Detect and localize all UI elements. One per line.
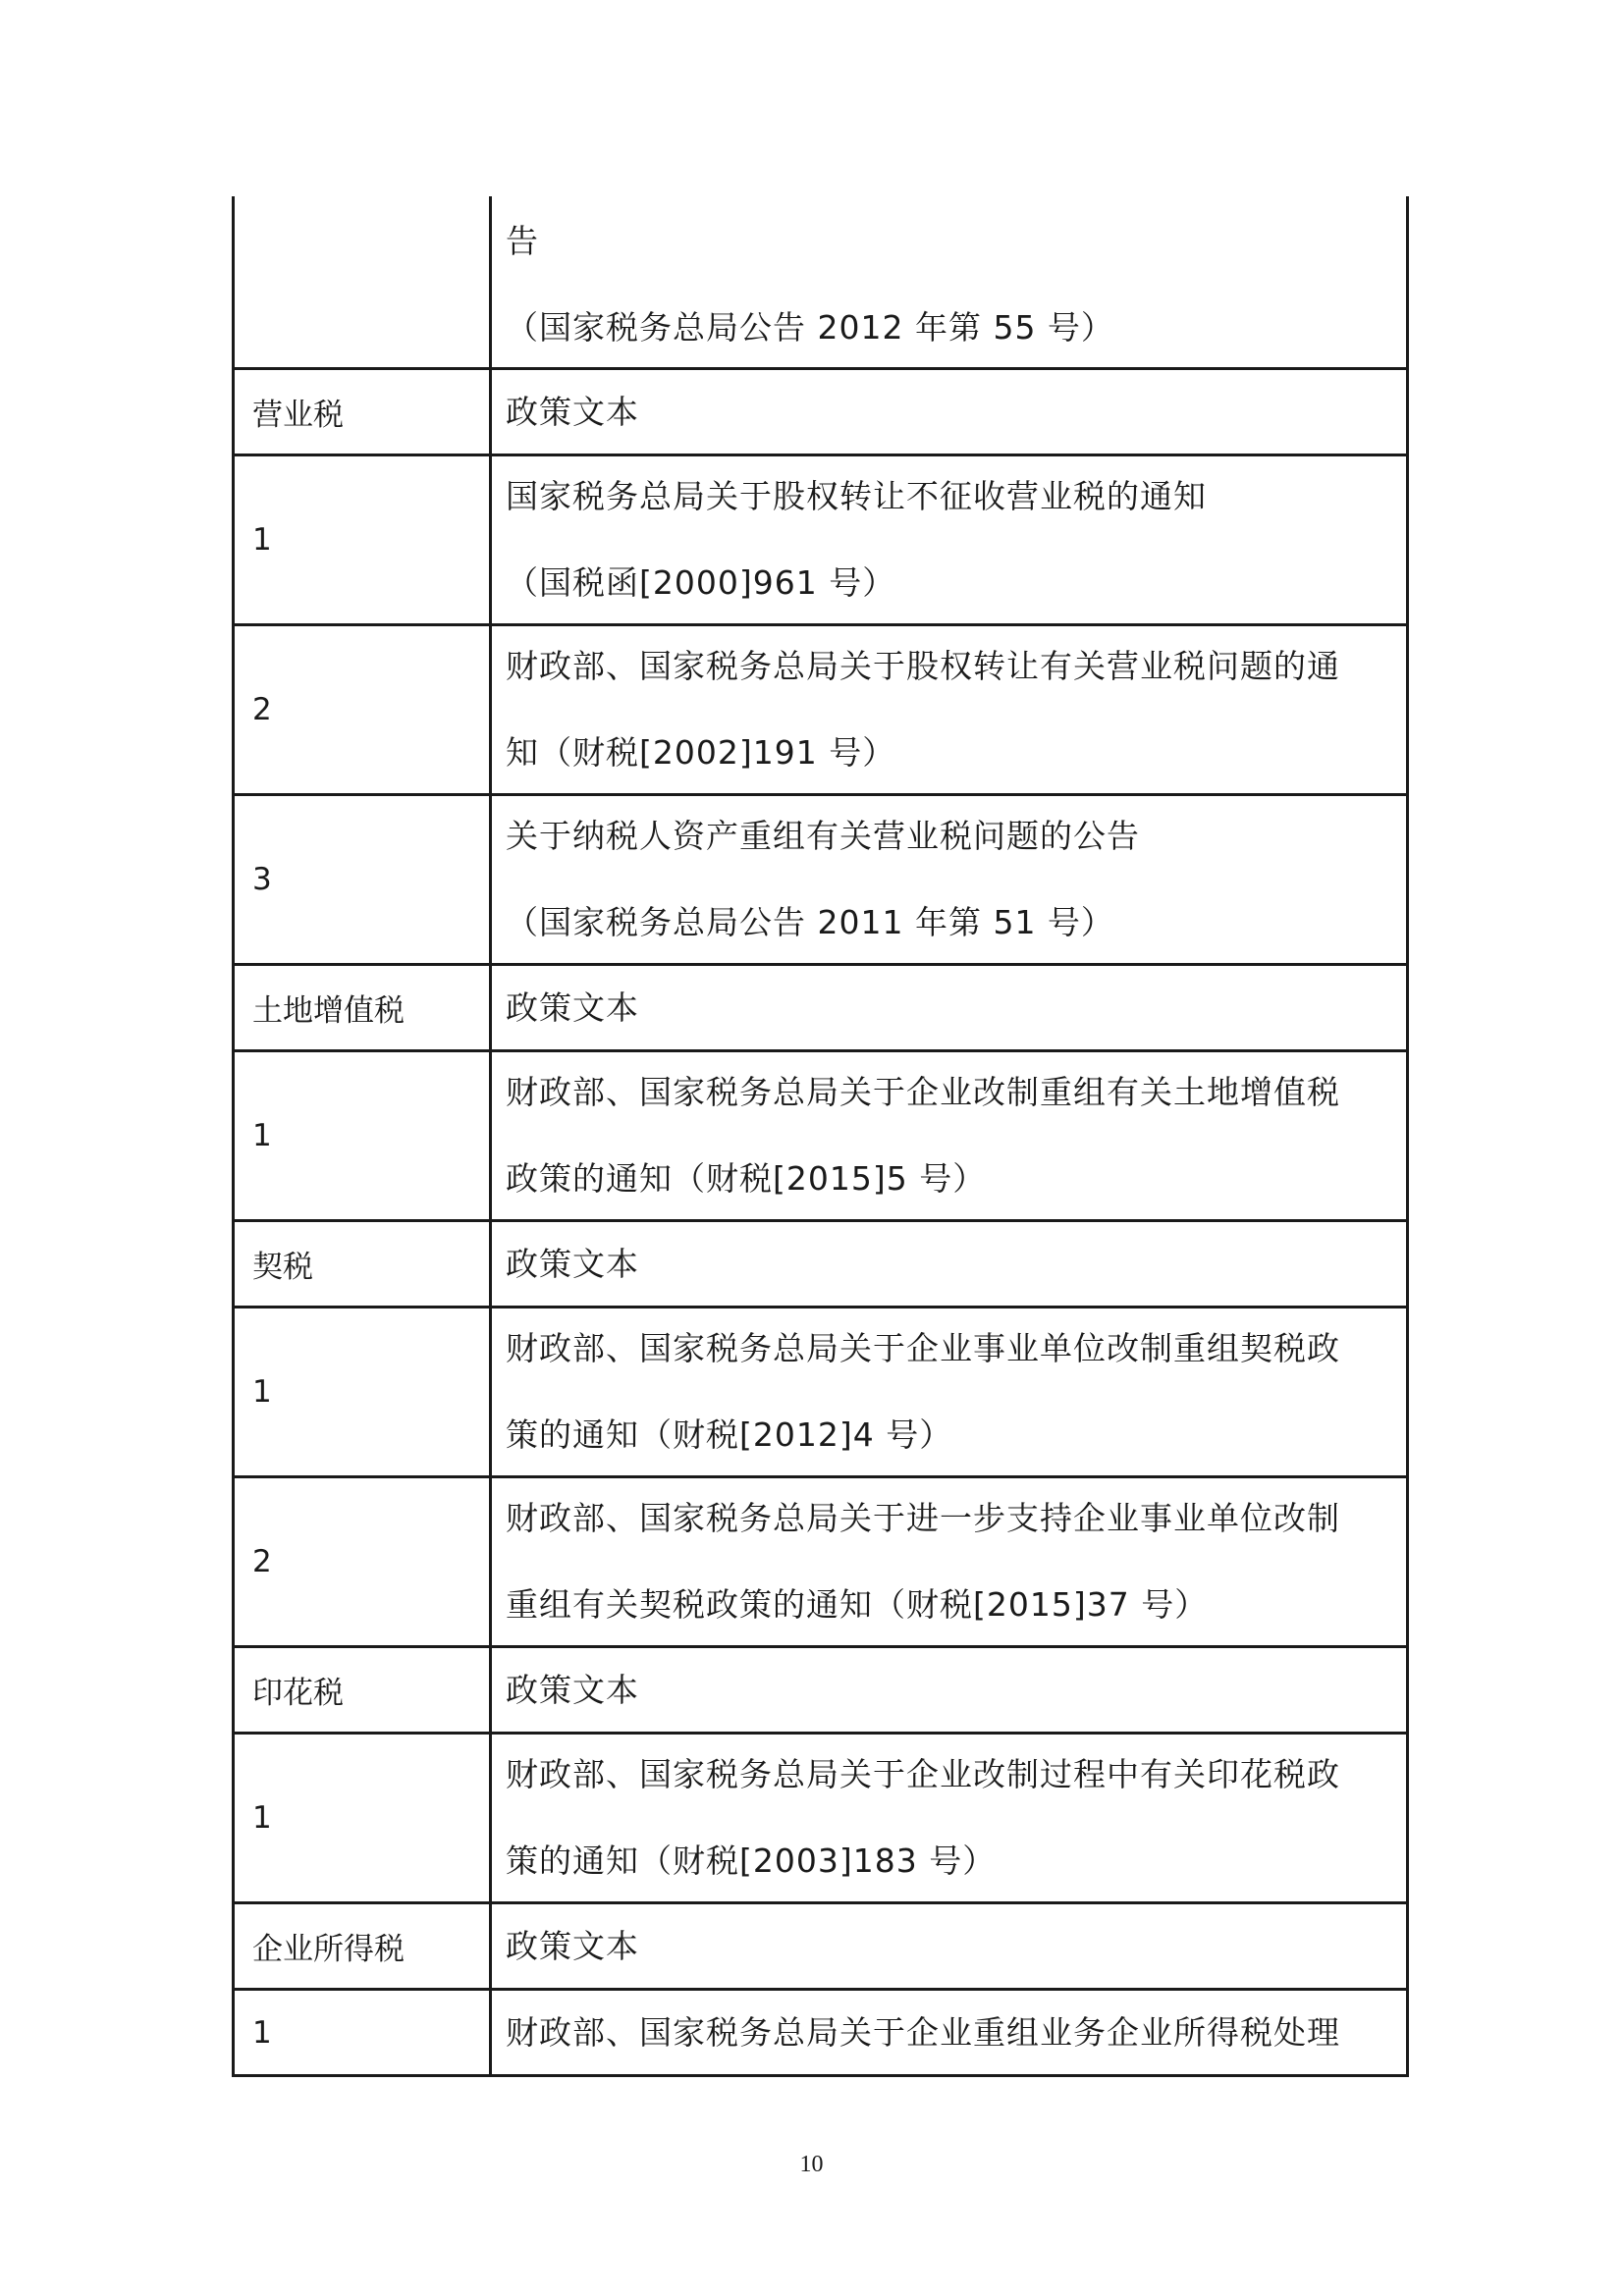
policy-text-cell <box>492 456 1406 623</box>
section-header: 政策文本 <box>506 1670 639 1709</box>
table-row-continuation <box>235 196 1406 367</box>
page-number: 10 <box>799 2152 824 2177</box>
item-number: 3 <box>235 796 492 963</box>
policy-text-line: 财政部、国家税务总局关于企业重组业务企业所得税处理 <box>506 2012 1340 2052</box>
policy-text-cell <box>492 1735 1406 1901</box>
policy-table <box>232 196 1409 2077</box>
item-number: 2 <box>235 1478 492 1645</box>
table-row-category <box>235 367 1406 454</box>
item-number: 1 <box>235 456 492 623</box>
policy-text-line: 财政部、国家税务总局关于企业事业单位改制重组契税政 <box>506 1329 1340 1367</box>
policy-text-line: （国家税务总局公告 2011 年第 51 号） <box>506 903 1114 941</box>
section-header: 政策文本 <box>506 1244 639 1283</box>
table-row <box>235 1732 1406 1901</box>
policy-text-cell <box>492 1308 1406 1475</box>
policy-text-cell <box>492 1052 1406 1219</box>
policy-text-line: 政策的通知（财税[2015]5 号） <box>506 1159 987 1198</box>
section-header-cell <box>492 1648 1406 1732</box>
table-row <box>235 1988 1406 2074</box>
table-row <box>235 454 1406 623</box>
policy-text-line: 策的通知（财税[2003]183 号） <box>506 1842 997 1880</box>
policy-text-cell <box>492 796 1406 963</box>
table-row-category <box>235 1901 1406 1988</box>
category-label: 印花税 <box>235 1648 492 1732</box>
section-header-cell <box>492 966 1406 1049</box>
policy-text-line: 财政部、国家税务总局关于进一步支持企业事业单位改制 <box>506 1499 1340 1537</box>
policy-text-line: 重组有关契税政策的通知（财税[2015]37 号） <box>506 1585 1209 1624</box>
item-number: 1 <box>235 1991 492 2074</box>
policy-text-line: 关于纳税人资产重组有关营业税问题的公告 <box>506 817 1140 855</box>
table-row <box>235 1475 1406 1645</box>
section-header: 政策文本 <box>506 1926 639 1965</box>
section-header-cell <box>492 370 1406 454</box>
policy-text-line: 财政部、国家税务总局关于企业改制过程中有关印花税政 <box>506 1755 1340 1793</box>
item-number: 1 <box>235 1052 492 1219</box>
section-header: 政策文本 <box>506 988 639 1027</box>
category-label: 契税 <box>235 1222 492 1306</box>
policy-text-cell <box>492 626 1406 793</box>
policy-text-line: 财政部、国家税务总局关于股权转让有关营业税问题的通 <box>506 647 1340 685</box>
policy-text-cell <box>492 1478 1406 1645</box>
policy-text-line: 国家税务总局关于股权转让不征收营业税的通知 <box>506 477 1207 515</box>
table-row <box>235 623 1406 793</box>
text-line: 告 <box>506 222 539 260</box>
category-label: 土地增值税 <box>235 966 492 1049</box>
item-number: 2 <box>235 626 492 793</box>
table-row-category <box>235 963 1406 1049</box>
table-row-category <box>235 1645 1406 1732</box>
policy-text-cell <box>492 1991 1406 2074</box>
policy-text-line: 策的通知（财税[2012]4 号） <box>506 1415 953 1454</box>
table-row <box>235 1306 1406 1475</box>
policy-text-line: 财政部、国家税务总局关于企业改制重组有关土地增值税 <box>506 1073 1340 1111</box>
table-row-category <box>235 1219 1406 1306</box>
category-cell-empty <box>235 196 492 367</box>
item-number: 1 <box>235 1308 492 1475</box>
policy-text-line: （国税函[2000]961 号） <box>506 563 896 602</box>
item-number: 1 <box>235 1735 492 1901</box>
policy-text-line: 知（财税[2002]191 号） <box>506 733 896 772</box>
category-label: 营业税 <box>235 370 492 454</box>
section-header-cell <box>492 1904 1406 1988</box>
category-label: 企业所得税 <box>235 1904 492 1988</box>
section-header-cell <box>492 1222 1406 1306</box>
section-header: 政策文本 <box>506 392 639 431</box>
text-line: （国家税务总局公告 2012 年第 55 号） <box>506 308 1114 347</box>
text-cell <box>492 196 1406 367</box>
table-row <box>235 1049 1406 1219</box>
table-row <box>235 793 1406 963</box>
